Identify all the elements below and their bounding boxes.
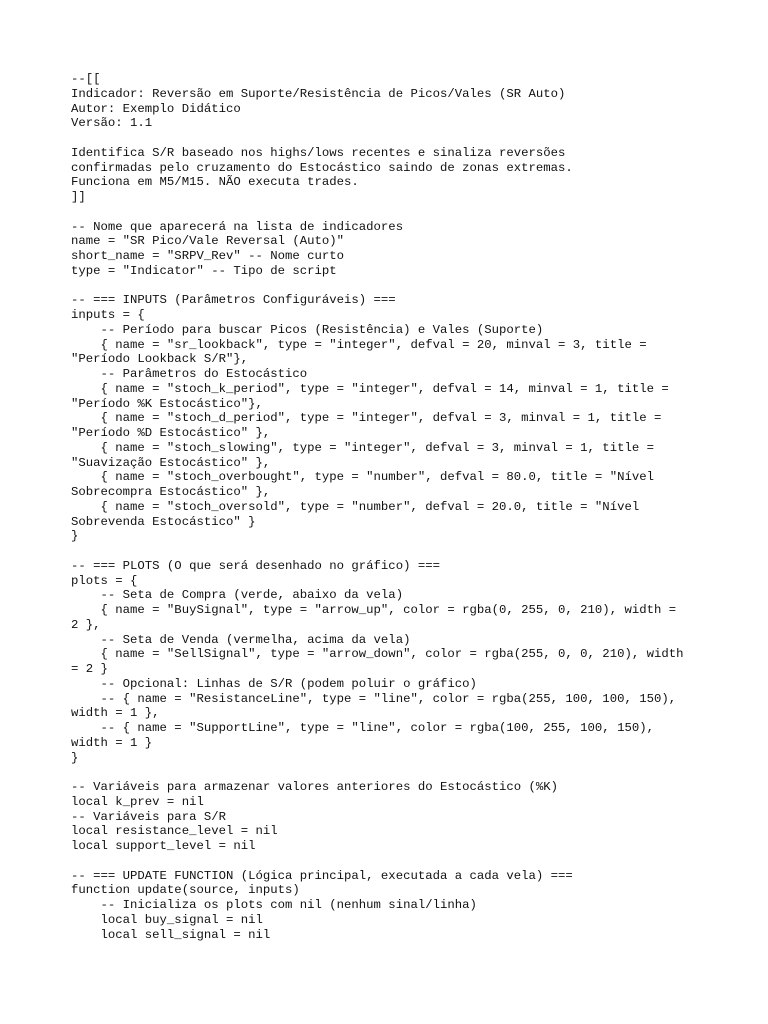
code-line: Identifica S/R baseado nos highs/lows recentes e sinaliza reversões [71,145,566,160]
code-line: { name = "stoch_k_period", type = "integer", defval = 14, minval = 1, title = [71,381,669,396]
code-line: -- Parâmetros do Estocástico [71,367,308,381]
code-line: -- Período para buscar Picos (Resistência) e Vales (Suporte) [71,322,544,337]
code-line [71,854,684,869]
code-line: local sell_signal = nil [71,927,271,942]
code-line: name = "SR Pico/Vale Reversal (Auto)" [71,234,345,249]
code-line: --[[ [71,72,101,86]
code-line: -- Inicializa os plots com nil (nenhum sinal/linha) [71,898,477,912]
code-line: -- === PLOTS (O que será desenhado no gráfico) === [71,558,440,573]
code-line: -- Nome que aparecerá na lista de indicadores [71,219,404,234]
code-line: -- Variáveis para armazenar valores anteriores do Estocástico (%K) [71,780,559,794]
code-line: Sobrevenda Estocástico" } [71,514,256,529]
code-line: } [71,529,79,544]
code-line: = 2 } [71,662,108,676]
code-line [71,131,684,146]
code-line: "Período %D Estocástico" }, [71,426,271,440]
code-line: type = "Indicator" -- Tipo de script [71,263,337,278]
code-line [71,765,684,780]
code-line: -- Seta de Compra (verde, abaixo da vela) [71,588,404,603]
code-line: -- Seta de Venda (vermelha, acima da vela) [71,632,411,647]
code-line: Versão: 1.1 [71,116,153,131]
code-line: -- Opcional: Linhas de S/R (podem poluir o gráfico) [71,676,477,691]
code-line: "Suavização Estocástico" }, [71,455,271,470]
code-line: ]] [71,190,86,204]
code-line: Autor: Exemplo Didático [71,101,241,116]
code-line: plots = { [71,573,138,588]
code-line: local buy_signal = nil [71,912,263,927]
code-line: "Período %K Estocástico"}, [71,396,263,411]
code-line: Funciona em M5/M15. NÃO executa trades. [71,175,359,190]
code-line: width = 1 } [71,735,153,750]
code-line: "Período Lookback S/R"}, [71,352,249,367]
code-line: confirmadas pelo cruzamento do Estocástico saindo de zonas extremas. [71,160,573,175]
code-line: width = 1 }, [71,706,160,721]
code-line: -- === UPDATE FUNCTION (Lógica principal, executada a cada vela) === [71,868,573,883]
code-line: -- { name = "ResistanceLine", type = "line", color = rgba(255, 100, 100, 150), [71,691,677,706]
code-block [71,72,684,942]
code-line: { name = "stoch_oversold", type = "number", defval = 20.0, title = "Nível [71,499,640,514]
code-line: { name = "sr_lookback", type = "integer", defval = 20, minval = 3, title = [71,337,647,352]
code-line: } [71,750,79,765]
code-line: -- Variáveis para S/R [71,809,226,824]
code-line [71,544,684,559]
code-line [71,279,684,294]
code-line: 2 }, [71,617,101,632]
code-line: short_name = "SRPV_Rev" -- Nome curto [71,249,345,263]
code-line: { name = "stoch_d_period", type = "integer", defval = 3, minval = 1, title = [71,411,662,426]
code-line: { name = "BuySignal", type = "arrow_up", color = rgba(0, 255, 0, 210), width = [71,603,677,617]
code-line: { name = "SellSignal", type = "arrow_down", color = rgba(255, 0, 0, 210), width [71,647,684,662]
code-line: -- === INPUTS (Parâmetros Configuráveis) === [71,293,396,308]
code-line: -- { name = "SupportLine", type = "line", color = rgba(100, 255, 100, 150), [71,721,654,735]
code-line: Sobrecompra Estocástico" }, [71,485,271,499]
code-line: function update(source, inputs) [71,883,300,898]
code-line: local support_level = nil [71,839,256,853]
code-line: { name = "stoch_overbought", type = "number", defval = 80.0, title = "Nível [71,470,654,485]
code-line [71,205,684,220]
code-line: Indicador: Reversão em Suporte/Resistência de Picos/Vales (SR Auto) [71,86,566,101]
code-line: { name = "stoch_slowing", type = "integer", defval = 3, minval = 1, title = [71,440,654,455]
code-line: inputs = { [71,308,145,322]
code-line: local resistance_level = nil [71,824,278,839]
code-line: local k_prev = nil [71,794,204,809]
